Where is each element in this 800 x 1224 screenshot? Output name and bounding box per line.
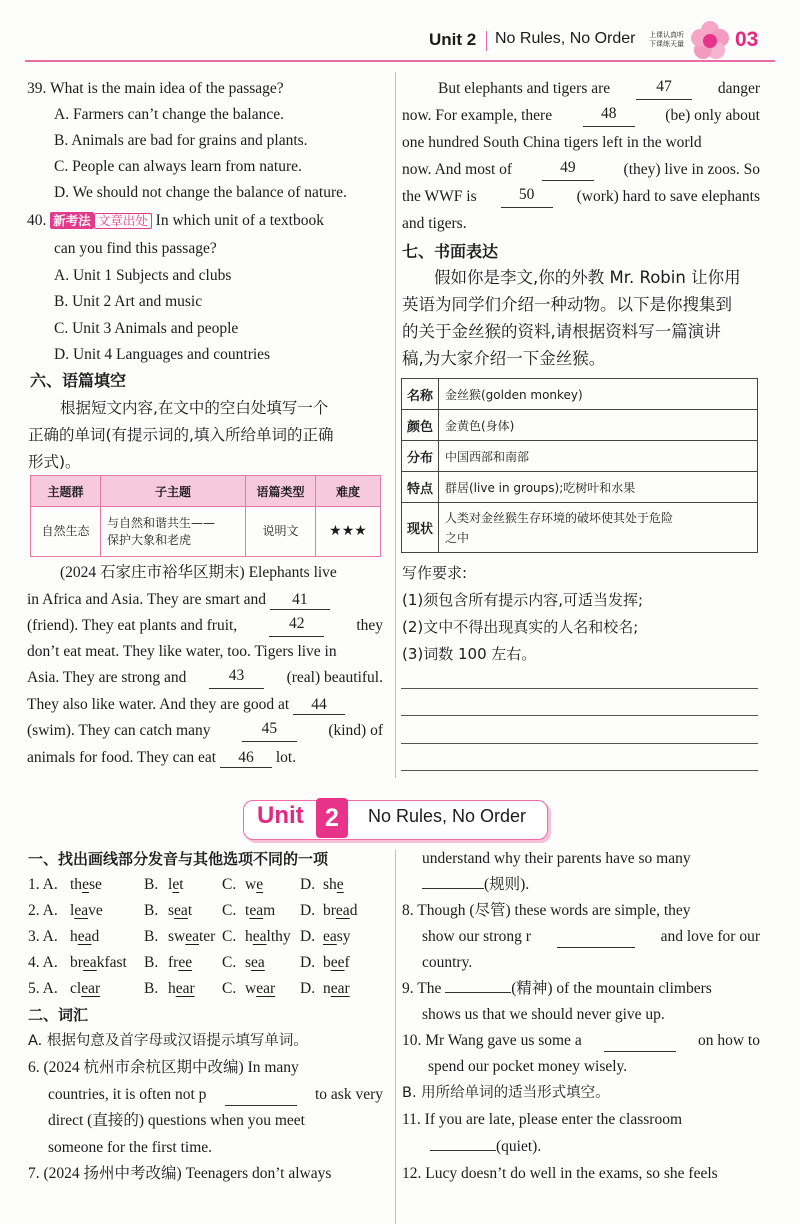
passage-line-2: in Africa and Asia. They are smart and 41 <box>27 589 330 611</box>
phonics-option-label: B. <box>144 876 159 893</box>
blank-48[interactable]: 48 <box>583 105 635 127</box>
phonics-option-b[interactable]: sweater <box>168 928 216 945</box>
info-value-status: 人类对金丝猴生存环境的破坏使其处于危险 之中 <box>439 503 758 553</box>
phonics-option-label: B. <box>144 980 159 997</box>
underlined-letters: ea <box>252 928 267 945</box>
q11-line-2: (quiet). <box>430 1136 541 1158</box>
requirement-2: (2)文中不得出现真实的人名和校名; <box>402 618 639 636</box>
info-value-distribution: 中国西部和南部 <box>439 441 758 472</box>
phonics-option-label: D. <box>300 980 316 997</box>
header-divider <box>486 31 487 51</box>
unit-banner-title: No Rules, No Order <box>368 806 527 826</box>
section-7-prompt-2: 英语为同学们介绍一种动物。以下是你搜集到 <box>402 295 732 314</box>
topic-header-difficulty: 难度 <box>316 476 381 507</box>
q9-line-2: shows us that we should never give up. <box>422 1006 665 1023</box>
passage-line-5: Asia. They are strong and 43 (real) beautiful. <box>27 667 383 689</box>
phonics-option-a[interactable]: breakfast <box>70 954 127 971</box>
phonics-option-d[interactable]: near <box>323 980 350 997</box>
q40-stem-line-2: can you find this passage? <box>54 240 217 257</box>
phonics-option-b[interactable]: seat <box>168 902 193 919</box>
header-unit: Unit 2 <box>429 30 477 49</box>
q8-line-1: 8. Though (尽管) these words are simple, they <box>402 902 691 919</box>
motto-line-1: 上课认真听 <box>649 31 684 39</box>
underlined-letters: ear <box>175 980 195 997</box>
passage-right-line-6: and tigers. <box>402 215 467 232</box>
passage-line-7: (swim). They can catch many 45 (kind) of <box>27 720 383 742</box>
underlined-letters: ee <box>330 954 345 971</box>
q6-line-3: direct (直接的) questions when you meet <box>48 1112 305 1129</box>
phonics-option-label: C. <box>222 954 237 971</box>
underlined-letters: ea <box>82 954 97 971</box>
q40-option-a: A. Unit 1 Subjects and clubs <box>54 267 232 284</box>
phonics-option-label: D. <box>300 928 316 945</box>
q8-line-3: country. <box>422 954 473 971</box>
q9-line-1: 9. The (精神) of the mountain climbers <box>402 980 712 997</box>
header-rule <box>25 60 775 62</box>
q7-line-1: 7. (2024 扬州中考改编) Teenagers don’t always <box>28 1165 332 1182</box>
phonics-item-number: 4. A. <box>28 954 58 971</box>
requirement-3: (3)词数 100 左右。 <box>402 645 537 663</box>
info-value-color: 金黄色(身体) <box>439 410 758 441</box>
underlined-letters: ea <box>323 928 337 945</box>
section-2-title: 二、词汇 <box>28 1006 89 1024</box>
underlined-letters: ear <box>330 980 350 997</box>
section-1-title: 一、找出画线部分发音与其他选项不同的一项 <box>28 850 329 868</box>
phonics-option-d[interactable]: bread <box>323 902 358 919</box>
passage-right-line-5: the WWF is 50 (work) hard to save elephants <box>402 186 760 208</box>
underlined-letters: e <box>172 876 180 893</box>
phonics-option-a[interactable]: clear <box>70 980 101 997</box>
writing-line-1[interactable] <box>401 688 758 689</box>
blank-50[interactable]: 50 <box>501 186 553 208</box>
underlined-letters: ea <box>174 902 188 919</box>
passage-right-line-3: one hundred South China tigers left in the world <box>402 134 702 151</box>
topic-subtopic <box>101 507 246 557</box>
phonics-option-a[interactable]: head <box>70 928 100 945</box>
phonics-item-number: 3. A. <box>28 928 58 945</box>
q6-blank[interactable] <box>225 1084 297 1106</box>
writing-line-3[interactable] <box>401 743 758 744</box>
topic-table <box>30 475 381 557</box>
phonics-option-c[interactable]: healthy <box>245 928 291 945</box>
info-key-status: 现状 <box>402 503 439 553</box>
phonics-option-c[interactable]: sea <box>245 954 265 971</box>
q8-line-2: show our strong r and love for our <box>422 926 760 948</box>
section-6-title: 六、语篇填空 <box>30 371 127 390</box>
flower-logo-icon <box>690 20 730 60</box>
info-key-distribution: 分布 <box>402 441 439 472</box>
blank-47[interactable]: 47 <box>636 78 692 100</box>
writing-line-4[interactable] <box>401 770 758 771</box>
section-2a-instruction: A. 根据句意及首字母或汉语提示填写单词。 <box>28 1033 308 1049</box>
section-2b-instruction: B. 用所给单词的适当形式填空。 <box>402 1085 610 1101</box>
underlined-letters: e <box>256 876 264 893</box>
q40-option-d: D. Unit 4 Languages and countries <box>54 346 271 363</box>
q7-line-3: (规则). <box>422 874 529 896</box>
phonics-option-label: C. <box>222 876 237 893</box>
underlined-letters: ea <box>251 954 265 971</box>
requirement-1: (1)须包含所有提示内容,可适当发挥; <box>402 591 644 609</box>
golden-monkey-info-table <box>401 378 758 553</box>
underlined-letters: ea <box>335 902 350 919</box>
underlined-letters: ea <box>77 928 92 945</box>
page-header <box>0 0 800 62</box>
phonics-option-d[interactable]: easy <box>323 928 351 945</box>
phonics-item-number: 1. A. <box>28 876 58 893</box>
phonics-option-label: B. <box>144 954 159 971</box>
topic-header-subtopic: 子主题 <box>101 476 246 507</box>
q40-number: 40. <box>27 212 47 229</box>
info-key-color: 颜色 <box>402 410 439 441</box>
q40-option-b: B. Unit 2 Art and music <box>54 293 203 310</box>
q6-line-4: someone for the first time. <box>48 1139 212 1156</box>
topic-header-type: 语篇类型 <box>246 476 316 507</box>
unit-banner-number: 2 <box>316 798 348 838</box>
section-7-title: 七、书面表达 <box>402 242 499 261</box>
section-7-prompt-1: 假如你是李文,你的外教 Mr. Robin 让你用 <box>434 268 741 287</box>
motto-line-2: 下课练天量 <box>649 40 684 48</box>
topic-group: 自然生态 <box>31 507 101 557</box>
q40-stem-text: In which unit of a textbook <box>155 212 324 229</box>
phonics-option-label: C. <box>222 902 237 919</box>
underlined-letters: ee <box>178 954 193 971</box>
phonics-option-c[interactable]: we <box>245 876 264 893</box>
phonics-option-d[interactable]: she <box>323 876 344 893</box>
unit-banner <box>243 792 548 846</box>
section-6-instruction-2: 正确的单词(有提示词的,填入所给单词的正确 <box>28 426 334 444</box>
tag-article-source: 文章出处 <box>94 213 152 229</box>
underlined-letters: ear <box>256 980 276 997</box>
section-7-prompt-4: 稿,为大家介绍一下金丝猴。 <box>402 349 606 368</box>
section-6-instruction-3: 形式)。 <box>28 453 81 471</box>
phonics-item-number: 5. A. <box>28 980 58 997</box>
info-key-name: 名称 <box>402 379 439 410</box>
phonics-option-label: C. <box>222 928 237 945</box>
q9-blank[interactable] <box>445 992 511 993</box>
phonics-option-d[interactable]: beef <box>323 954 350 971</box>
passage-line-4: don’t eat meat. They like water, too. Tigers live in <box>27 643 337 660</box>
passage-line-1: (2024 石家庄市裕华区期末) Elephants live <box>60 564 337 581</box>
q39-option-b: B. Animals are bad for grains and plants. <box>54 132 308 149</box>
blank-46[interactable]: 46 <box>220 749 272 768</box>
topic-header-group: 主题群 <box>31 476 101 507</box>
phonics-item-number: 2. A. <box>28 902 58 919</box>
blank-41[interactable]: 41 <box>270 591 330 610</box>
blank-44[interactable]: 44 <box>293 696 345 715</box>
phonics-option-label: C. <box>222 980 237 997</box>
underlined-letters: e <box>82 876 89 893</box>
column-divider-top <box>395 72 396 778</box>
phonics-option-label: D. <box>300 954 316 971</box>
phonics-option-label: B. <box>144 928 159 945</box>
blank-45[interactable]: 45 <box>242 720 297 742</box>
unit-banner-label: Unit <box>257 802 304 829</box>
blank-49[interactable]: 49 <box>542 159 594 181</box>
underlined-letters: ea <box>185 928 199 945</box>
section-6-instruction-1: 根据短文内容,在文中的空白处填写一个 <box>60 399 329 417</box>
passage-right-line-4: now. And most of 49 (they) live in zoos. So <box>402 159 760 181</box>
topic-subtopic-line-2: 保护大象和老虎 <box>107 532 192 547</box>
q8-blank[interactable] <box>557 926 635 948</box>
q6-line-1: 6. (2024 杭州市余杭区期中改编) In many <box>28 1059 299 1076</box>
topic-type: 说明文 <box>246 507 316 557</box>
passage-right-line-2: now. For example, there 48 (be) only about <box>402 105 760 127</box>
phonics-option-c[interactable]: team <box>245 902 276 919</box>
header-title: No Rules, No Order <box>495 30 636 47</box>
info-value-name: 金丝猴(golden monkey) <box>439 379 758 410</box>
q40-stem-line-1 <box>27 210 324 232</box>
q40-option-c: C. Unit 3 Animals and people <box>54 320 239 337</box>
column-divider-bottom <box>395 850 396 1224</box>
passage-right-line-1: But elephants and tigers are 47 danger <box>438 78 760 100</box>
q11-line-1: 11. If you are late, please enter the classroom <box>402 1111 683 1128</box>
header-motto <box>649 31 691 49</box>
underlined-letters: ea <box>74 902 89 919</box>
passage-line-6: They also like water. And they are good at 44 <box>27 694 345 716</box>
q10-blank[interactable] <box>604 1030 676 1052</box>
phonics-option-label: D. <box>300 876 316 893</box>
section-7-prompt-3: 的关于金丝猴的资料,请根据资料写一篇演讲 <box>402 322 721 341</box>
q10-line-2: spend our pocket money wisely. <box>428 1058 628 1075</box>
blank-43[interactable]: 43 <box>209 667 264 689</box>
q7-line-2: understand why their parents have so many <box>422 850 691 867</box>
phonics-option-c[interactable]: wear <box>245 980 276 997</box>
phonics-option-label: D. <box>300 902 316 919</box>
q12-line-1: 12. Lucy doesn’t do well in the exams, so she feels <box>402 1165 718 1182</box>
passage-line-3: (friend). They eat plants and fruit, 42 they <box>27 615 383 637</box>
q39-option-c: C. People can always learn from nature. <box>54 158 302 175</box>
q39-stem: 39. What is the main idea of the passage? <box>27 80 284 97</box>
q10-line-1: 10. Mr Wang gave us some a on how to <box>402 1030 760 1052</box>
q6-line-2: countries, it is often not p to ask very <box>48 1084 383 1106</box>
phonics-option-label: B. <box>144 902 159 919</box>
underlined-letters: ea <box>249 902 264 919</box>
phonics-option-b[interactable]: let <box>168 876 184 893</box>
passage-line-8: animals for food. They can eat 46 lot. <box>27 749 297 766</box>
phonics-option-a[interactable]: these <box>70 876 102 893</box>
blank-42[interactable]: 42 <box>269 615 324 637</box>
writing-line-2[interactable] <box>401 715 758 716</box>
q39-option-a: A. Farmers can’t change the balance. <box>54 106 284 123</box>
requirements-title: 写作要求: <box>402 564 468 582</box>
tag-new-method: 新考法 <box>50 212 94 229</box>
phonics-option-a[interactable]: leave <box>70 902 103 919</box>
phonics-option-b[interactable]: hear <box>168 980 195 997</box>
phonics-option-b[interactable]: free <box>168 954 193 971</box>
underlined-letters: ear <box>81 980 101 997</box>
q39-option-d: D. We should not change the balance of nature. <box>54 184 347 201</box>
q11-blank[interactable] <box>430 1150 496 1151</box>
info-key-features: 特点 <box>402 472 439 503</box>
topic-subtopic-line-1: 与自然和谐共生—— <box>107 515 216 530</box>
topic-difficulty-stars: ★★★ <box>316 507 381 557</box>
page-number: 03 <box>735 28 759 51</box>
info-value-features: 群居(live in groups);吃树叶和水果 <box>439 472 758 503</box>
underlined-letters: e <box>336 876 344 893</box>
q7-blank[interactable] <box>422 888 484 889</box>
